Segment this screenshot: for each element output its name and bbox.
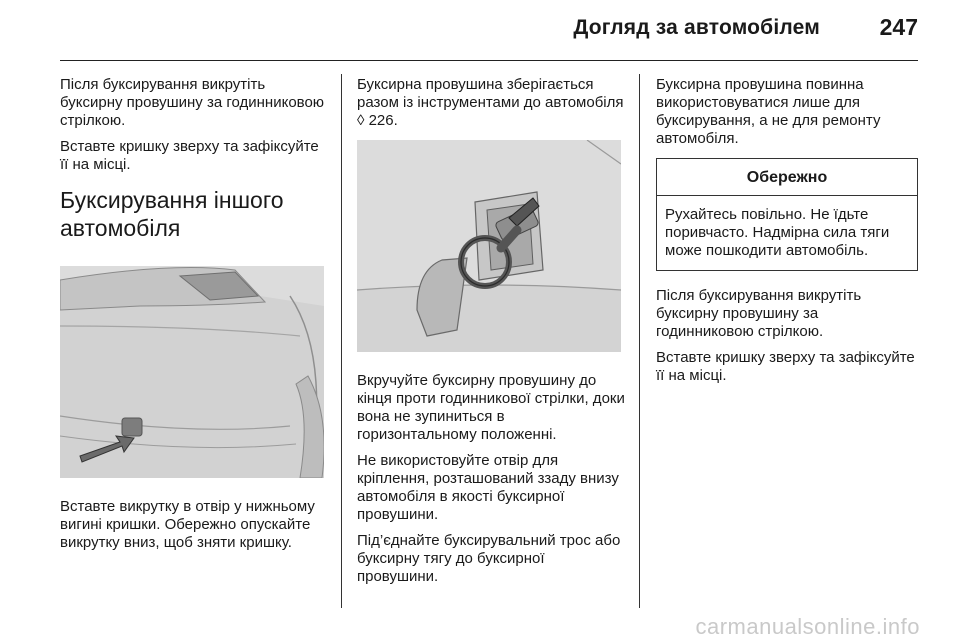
instruction-paragraph: Вставте викрутку в отвір у нижньому вигині кришки. Обережно опускайте викрутку вниз, щоб зняти кришку. [60,498,315,551]
column-divider-2 [639,74,640,608]
instruction-paragraph: Після буксирування викрутіть буксирну провушину за годинниковою стрілкою. [656,287,862,340]
instruction-paragraph: Вкручуйте буксирну провушину до кінця проти годинникової стрілки, доки вона не зупиниться в горизонтальному положенні. [357,372,625,443]
instruction-paragraph: Не використовуйте отвір для кріплення, розташований ззаду внизу автомобіля в якості буксирної провушини. [357,452,619,523]
column-divider-1 [341,74,342,608]
rear-bumper-cover-illustration [60,266,324,478]
column-1 [60,76,328,560]
caution-box [656,158,918,271]
instruction-paragraph: Під’єднайте буксирувальний трос або буксирну тягу до буксирної провушини. [357,532,621,585]
instruction-paragraph: Буксирна провушина зберігається разом із інструментами до автомобіля ◊ 226. [357,76,624,129]
header-divider [60,60,918,61]
page-header-title: Догляд за автомобілем [573,16,820,39]
instruction-paragraph: Буксирна провушина повинна використовуватися лише для буксирування, а не для ремонту автомобіля. [656,76,881,147]
column-3 [656,76,918,393]
instruction-paragraph: Вставте кришку зверху та зафіксуйте її на місці. [60,138,319,173]
page-number: 247 [879,14,918,40]
caution-title: Обережно [657,159,917,196]
column-2 [357,76,627,594]
watermark: carmanualsonline.info [695,614,920,639]
instruction-paragraph: Після буксирування викрутіть буксирну провушину за годинниковою стрілкою. [60,76,325,129]
caution-text: Рухайтесь повільно. Не їдьте поривчасто. Надмірна сила тяги може пошкодити автомобіль. [665,206,890,259]
section-heading: Буксирування іншого автомобіля [60,187,284,241]
towing-eye-illustration [357,140,621,352]
instruction-paragraph: Вставте кришку зверху та зафіксуйте її на місці. [656,349,915,384]
